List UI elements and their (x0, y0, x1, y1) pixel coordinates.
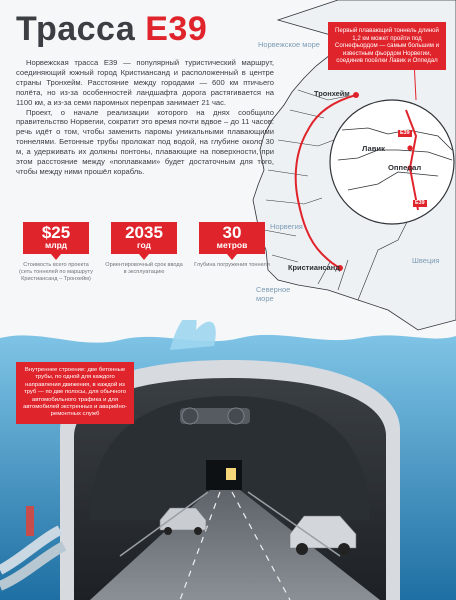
intro-paragraph-2: Проект, о начале реализации которого на днях сообщило правительство Норвегии, сократит это время почти вдвое – до 11 часов: речь идёт о том, чтобы заменить паромы уникальными плавающими тоннелями. Бетонные трубы проложат под водой, на глубине около 30 м, а удерживать их должны понтоны, плавающие на поверхности, при этом расстояние между «поплавками» будет достаточным для того, чтобы между ними прошёл корабль. (16, 107, 274, 176)
stat-badge (111, 222, 177, 254)
cutaway-note: Внутреннее строение: две бетонные трубы, по одной для каждого направления движения, в каждой из труб — по две полосы, для обычного автомобильного трафика и для автомобилей экстренных и аварийно-ремонтных служб (16, 362, 134, 424)
country-label-sweden: Швеция (412, 256, 440, 265)
stat-number: $25 (41, 223, 71, 242)
sea-label-south: Северное море (256, 285, 291, 303)
stat-year (104, 222, 184, 276)
country-label-norway: Норвегия (270, 222, 303, 231)
city-dot-trondheim (353, 92, 359, 98)
page-title (16, 10, 207, 49)
ventilation-fans (180, 408, 250, 424)
zoom-label-oppedal: Оппедал (388, 163, 422, 172)
water-splash (170, 320, 216, 350)
stat-unit: год (137, 240, 151, 250)
stat-description: Глубина погружения тоннеля (194, 262, 270, 268)
stat-description: Ориентировочный срок ввода в эксплуатацию (105, 262, 183, 275)
stat-unit: млрд (44, 240, 68, 250)
stat-badge (23, 222, 89, 254)
route-tag-lower: E39 (415, 200, 425, 206)
stat-unit: метров (216, 240, 248, 250)
route-tag-upper: E39 (400, 130, 410, 136)
stat-cost (16, 222, 96, 283)
stat-number: 30 (222, 223, 242, 242)
sea-label-north: Норвежское море (258, 40, 320, 49)
intro-text (16, 58, 274, 177)
city-label-kristiansand: Кристиансанд (288, 263, 340, 272)
title-accent: E39 (145, 10, 208, 48)
intro-paragraph-1: Норвежская трасса E39 — популярный туристический маршрут, соединяющий южный город Кристиансанд и расположенный в центре страны Тронхейм. Расстояние между городами — 600 км птичьего полёта, но из-за особенностей ландшафта дорога растягивается на 1100 км, а из-за семи паромных переправ занимает 21 час. (16, 58, 274, 107)
zoom-label-lavik: Лавик (362, 144, 385, 153)
stat-number: 2035 (125, 223, 163, 242)
city-label-trondheim: Тронхейм (314, 89, 350, 98)
stat-badge (199, 222, 265, 254)
zoom-inset (330, 100, 454, 224)
title-prefix: Трасса (16, 10, 136, 48)
stat-depth (192, 222, 272, 269)
stat-description: Стоимость всего проекта (сеть тоннелей по маршруту Кристиансанд – Тронхейм) (19, 262, 93, 282)
stats-row (16, 222, 274, 320)
fjord-callout: Первый плавающий тоннель длиной 1,2 км может пройти под Согнефьордом — самым большим и известным фьордом Норвегии, соединив посёлки Лавик и Оппедал (328, 22, 446, 70)
